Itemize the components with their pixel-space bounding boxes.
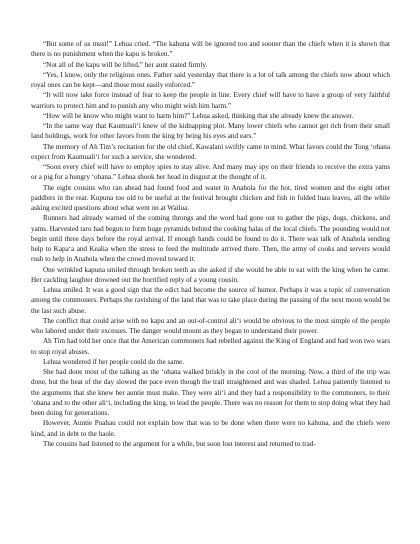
paragraph: The cousins had listened to the argument for a while, but soon lost interest and returned to trad- [43,439,316,448]
paragraph: The memory of Ah Tim’s recitation for the old chief, Kawalani swiftly came to mind. What favors could the Tong ‘ohana expect from Kaumuali‘i for such a service, she wondered. [31,142,390,161]
paragraph: One wrinkled kapuna smiled through broken teeth as she asked if she would be able to eat with the king when he came. Her cackling laughter drowned out the horrified reply of a young cousin. [31,265,390,284]
paragraph: “Soon every chief will have to employ spies to stay alive. And many may spy on their friends to receive the extra yams or a pig for a hungry ‘ohana.” Lehua shook her head in disgust at the thought of it. [31,163,390,182]
paragraph: “But some of us must!” Lehua cried. “The kahuna will be ignored too and sooner than the chiefs when it is shown that there is no punishment when the kapu is broken.” [31,40,390,59]
paragraph: However, Auntie Puahau could not explain how that was to be done when there were no kahuna, and the chiefs were kind, and in debt to the haole. [31,419,390,438]
paragraph: Lehua wondered if her people could do the same. [43,357,184,366]
paragraph: Lehua smiled. It was a good sign that the edict had become the source of humor. Perhaps it was a topic of conversation among the commoners. Perhaps the ravishing of the land that was to take place during the passing of the next moon would be the last such abuse. [31,286,390,315]
paragraph: The eight cousins who ran ahead had found food and water in Anahola for the hot, tired women and the eight other paddlers in the rear. Kupuna too old to be useful at the festival brought chicken and fish in folded luau leaves, all the while asking excited questions about what went on at Wailua. [31,183,390,212]
paragraph: Ah Tim had told her once that the American commoners had rebelled against the King of England and had won two wars to stop royal abuses. [31,337,390,356]
paragraph: “How will he know who might want to harm him?” Lehua asked, thinking that she already knew the answer. [43,111,354,120]
paragraph: “Yes, I know, only the religious ones. Father said yesterday that there is a lot of talk among the chiefs now about which royal ones can be kept—and those most easily enforced.” [31,70,390,89]
body-text [31,39,390,449]
paragraph: “It will now take force instead of fear to keep the people in line. Every chief will have to have a group of very faithful warriors to protect him and to punish any who might wish him harm.” [31,91,390,110]
paragraph: “Not all of the kapu will be lifted,” her aunt stated firmly. [43,60,208,69]
paragraph: The conflict that could arise with no kapu and an out-of-control ali‘i would be obvious to the most simple of the people who labored under their excesses. The danger would mount as they began to understand their power. [31,316,390,335]
paragraph: Runners had already warned of the coming throngs and the word had gone out to gather the pigs, dogs, chickens, and yams. Harvested taro had begun to form huge pyramids behind the cooking halas of the local chiefs. The pounding would not begin until three days before the royal arrival. If enough hands could be found to do it. There was talk of Anahola sending help to Kapa‘a and Kealia when the stress to feed the multitude arrived there. Then, the army of cooks and servers would rush to help in Anahola when the crowd moved toward it. [31,214,390,264]
paragraph: She had done most of the talking as the ‘ohana walked briskly in the cool of the morning. Now, a third of the trip was done, but the heat of the day slowed the pace even though the trail straightened and was shaded. Lehua patiently listened to the arguments that she knew her auntie must make. They were ali‘i and they had a responsibility to the commoners, to their ‘ohana and to the other ali‘i, including the king, to lead the people. There was no reason for them to stop doing what they had been doing for generations. [31,368,390,417]
paragraph: “In the same way that Kaumuali‘i knew of the kidnapping plot. Many lower chiefs who cannot get rich from their small land holdings, work for other favors from the king by being his eyes and ears.” [31,122,390,141]
